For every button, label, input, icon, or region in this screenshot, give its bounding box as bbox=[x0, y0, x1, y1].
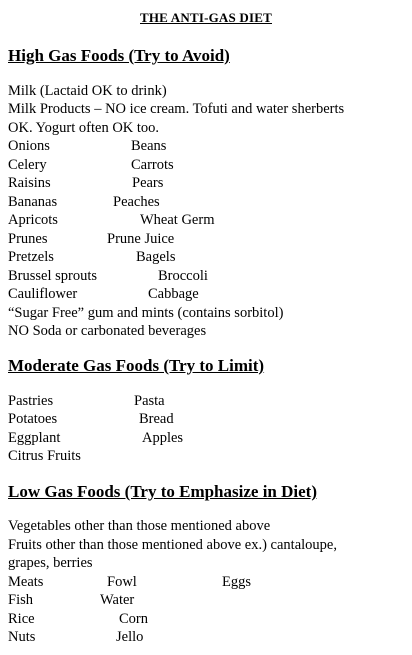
low-food-item: Rice bbox=[8, 611, 35, 627]
high-food-item: Wheat Germ bbox=[140, 212, 215, 228]
low-intro-line: Vegetables other than those mentioned above bbox=[8, 518, 271, 534]
high-food-item: Bananas bbox=[8, 194, 58, 210]
high-intro-line: OK. Yogurt often OK too. bbox=[8, 120, 160, 136]
high-outro-line: “Sugar Free” gum and mints (contains sorbitol) bbox=[8, 305, 284, 321]
high-food-item: Carrots bbox=[131, 157, 174, 173]
high-food-item: Broccoli bbox=[158, 268, 208, 284]
high-intro-line: Milk Products – NO ice cream. Tofuti and water sherberts bbox=[8, 101, 345, 117]
high-food-item: Onions bbox=[8, 138, 50, 154]
moderate-food-item: Pasta bbox=[134, 393, 165, 409]
moderate-gas-heading: Moderate Gas Foods (Try to Limit) bbox=[8, 356, 265, 375]
high-intro-line: Milk (Lactaid OK to drink) bbox=[8, 83, 167, 99]
moderate-food-item: Citrus Fruits bbox=[8, 448, 81, 464]
low-intro-line: Fruits other than those mentioned above ex.) cantaloupe, bbox=[8, 537, 337, 553]
high-gas-heading: High Gas Foods (Try to Avoid) bbox=[8, 46, 230, 65]
moderate-food-item: Bread bbox=[139, 411, 174, 427]
low-food-item: Fish bbox=[8, 592, 33, 608]
high-food-item: Pretzels bbox=[8, 249, 54, 265]
low-food-item: Meats bbox=[8, 574, 44, 590]
low-food-item: Nuts bbox=[8, 629, 36, 645]
high-food-item: Prune Juice bbox=[107, 231, 175, 247]
high-food-item: Celery bbox=[8, 157, 47, 173]
low-food-item: Water bbox=[100, 592, 135, 608]
low-food-item: Eggs bbox=[222, 574, 251, 590]
high-food-item: Cabbage bbox=[148, 286, 199, 302]
high-food-item: Peaches bbox=[113, 194, 160, 210]
document-title: THE ANTI-GAS DIET bbox=[140, 10, 272, 25]
moderate-food-item: Apples bbox=[142, 430, 184, 446]
low-food-item: Corn bbox=[119, 611, 148, 627]
high-food-item: Cauliflower bbox=[8, 286, 78, 302]
high-food-item: Beans bbox=[131, 138, 167, 154]
low-food-item: Fowl bbox=[107, 574, 137, 590]
low-food-item: Jello bbox=[116, 629, 144, 645]
high-food-item: Apricots bbox=[8, 212, 58, 228]
moderate-food-item: Eggplant bbox=[8, 430, 61, 446]
high-food-item: Raisins bbox=[8, 175, 51, 191]
moderate-food-item: Potatoes bbox=[8, 411, 58, 427]
low-gas-heading: Low Gas Foods (Try to Emphasize in Diet) bbox=[8, 482, 317, 501]
moderate-food-item: Pastries bbox=[8, 393, 54, 409]
high-food-item: Brussel sprouts bbox=[8, 268, 98, 284]
low-intro-line: grapes, berries bbox=[8, 555, 93, 571]
high-food-item: Bagels bbox=[136, 249, 176, 265]
high-outro-line: NO Soda or carbonated beverages bbox=[8, 323, 207, 339]
high-food-item: Prunes bbox=[8, 231, 48, 247]
high-food-item: Pears bbox=[132, 175, 164, 191]
